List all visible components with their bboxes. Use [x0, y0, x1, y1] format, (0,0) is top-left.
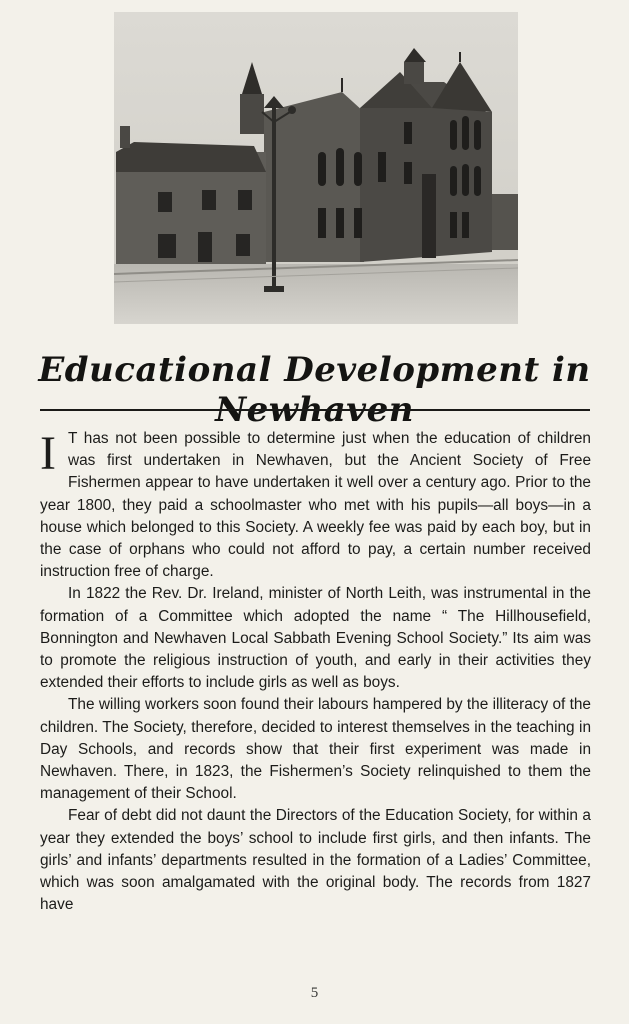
school-building-photo: [114, 12, 518, 324]
school-building-photo-icon: [114, 12, 518, 324]
page-number: 5: [310, 985, 319, 1001]
article-paragraph-4: Fear of debt did not daunt the Directors of the Education Society, for within a year they extended the boys’ school to include first girls, and then infants. The girls’ and infants’ departments resulted in the formation of a Ladies’ Committee, which was soon amalgamated with the original body. The records from 1827 have: [40, 807, 591, 914]
drop-cap: I: [40, 427, 56, 480]
article-body: [40, 428, 591, 916]
page-title: Educational Development in Newhaven: [38, 350, 591, 430]
article-paragraph-2: In 1822 the Rev. Dr. Ireland, minister of North Leith, was instrumental in the formation of a Committee which adopted the name “ The Hillhousefield, Bonnington and Newhaven Local Sabbath Evening School Society.” Its aim was to promote the religious instruction of youth, and early in their activities they extended their efforts to include girls as well as boys.: [40, 585, 591, 692]
article-paragraph-1: [40, 428, 591, 583]
article-paragraph-3: The willing workers soon found their labours hampered by the illiteracy of the children. The Society, therefore, decided to interest themselves in the teaching in Day Schools, and records show that their first experiment was made in Newhaven. There, in 1823, the Fishermen’s Society relinquished to them the management of their School.: [40, 696, 591, 803]
paragraph-1-text: T has not been possible to determine just when the education of children was first undertaken in Newhaven, but the Ancient Society of Free Fishermen appear to have undertaken it well over a century ago. Prior to the year 1800, they paid a schoolmaster who met with his pupils—all boys—in a house which belonged to this Society. A weekly fee was paid by each boy, but in the case of orphans who could not afford to pay, a certain number received instruction free of charge.: [40, 430, 591, 581]
title-rule: [40, 409, 590, 411]
